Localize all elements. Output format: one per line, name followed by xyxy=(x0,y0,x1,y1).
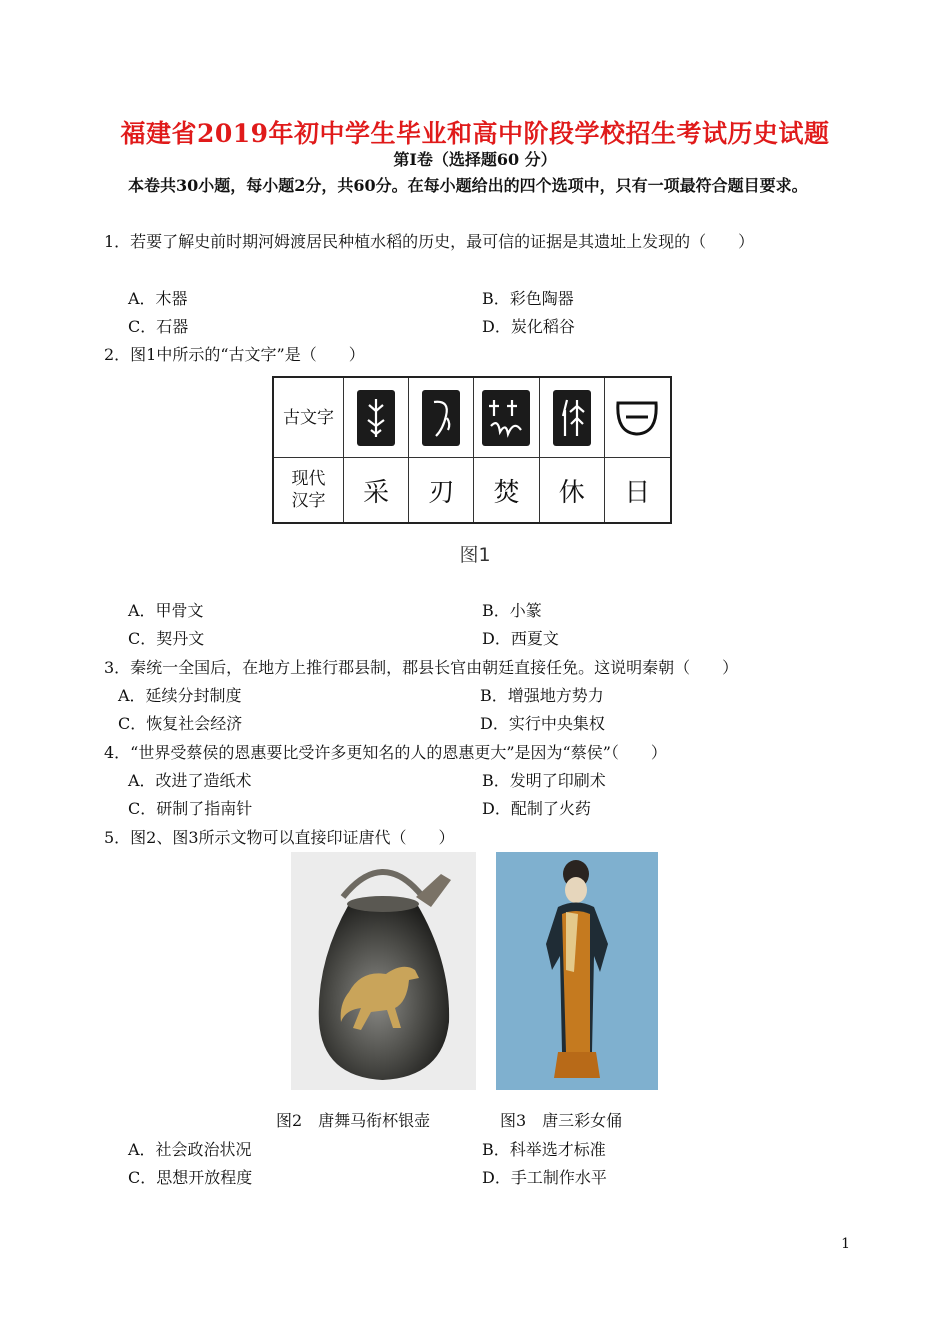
q1-option-a: A．木器 xyxy=(128,289,188,308)
exam-title: 福建省2019年初中学生毕业和高中阶段学校招生考试历史试题 xyxy=(120,119,830,148)
ancient-script-header: 古文字 xyxy=(274,378,344,458)
ancient-glyph-ren xyxy=(409,378,474,458)
q4-option-d: D．配制了火药 xyxy=(482,799,591,818)
ancient-glyph-ri xyxy=(605,378,670,458)
q3-option-a: A．延续分封制度 xyxy=(118,686,242,705)
q4-option-b: B．发明了印刷术 xyxy=(482,771,606,790)
modern-char-ri: 日 xyxy=(624,477,651,508)
q2-option-c: C．契丹文 xyxy=(128,629,205,648)
q1-option-c: C．石器 xyxy=(128,317,189,336)
figure-1-caption: 图1 xyxy=(459,544,491,566)
ancient-glyph-xiu xyxy=(540,378,605,458)
q3-option-c: C．恢复社会经济 xyxy=(118,714,243,733)
section-subtitle: 第Ⅰ卷（选择题60 分） xyxy=(393,150,557,169)
modern-char-header: 现代 汉字 xyxy=(274,458,344,522)
q1-option-b: B．彩色陶器 xyxy=(482,289,574,308)
modern-char-xiu: 休 xyxy=(540,458,605,522)
q2-option-d: D．西夏文 xyxy=(482,629,559,648)
question-3-stem: 3．秦统一全国后，在地方上推行郡县制，郡县长官由朝廷直接任免。这说明秦朝（ ） xyxy=(104,658,739,677)
q1-option-d: D．炭化稻谷 xyxy=(482,317,575,336)
q2-option-b: B．小篆 xyxy=(482,601,542,620)
q5-option-b: B．科举选才标准 xyxy=(482,1140,606,1159)
modern-char-cai: 采 xyxy=(344,458,409,522)
q3-option-d: D．实行中央集权 xyxy=(480,714,605,733)
ancient-glyph-cai xyxy=(344,378,409,458)
modern-char-fen: 焚 xyxy=(474,458,539,522)
figure-2-caption: 图2 唐舞马衔杯银壶 xyxy=(276,1111,431,1130)
q5-option-d: D．手工制作水平 xyxy=(482,1168,607,1187)
modern-char-ren: 刃 xyxy=(409,458,474,522)
figure-3-caption: 图3 唐三彩女俑 xyxy=(500,1111,623,1130)
q5-option-a: A．社会政治状况 xyxy=(128,1140,252,1159)
figure-3-tang-sancai-figurine-photo xyxy=(496,852,658,1090)
question-4-stem: 4．“世界受蔡侯的恩惠要比受许多更知名的人的恩惠更大”是因为“蔡侯”（ ） xyxy=(104,743,667,762)
figure-2-silver-pot-photo xyxy=(291,852,476,1090)
question-5-stem: 5．图2、图3所示文物可以直接印证唐代（ ） xyxy=(104,828,455,847)
page-number: 1 xyxy=(841,1236,850,1252)
q5-option-c: C．思想开放程度 xyxy=(128,1168,253,1187)
q2-option-a: A．甲骨文 xyxy=(128,601,204,620)
figure-1-table xyxy=(272,376,672,524)
section-intro: 本卷共30小题，每小题2分，共60分。在每小题给出的四个选项中，只有一项最符合题目要求。 xyxy=(128,176,808,195)
question-2-stem: 2．图1中所示的“古文字”是（ ） xyxy=(104,345,365,364)
q3-option-b: B．增强地方势力 xyxy=(480,686,604,705)
ancient-glyph-fen xyxy=(474,378,539,458)
q4-option-a: A．改进了造纸术 xyxy=(128,771,252,790)
question-1-stem: 1．若要了解史前时期河姆渡居民种植水稻的历史，最可信的证据是其遗址上发现的（ ） xyxy=(104,232,755,251)
q4-option-c: C．研制了指南针 xyxy=(128,799,253,818)
